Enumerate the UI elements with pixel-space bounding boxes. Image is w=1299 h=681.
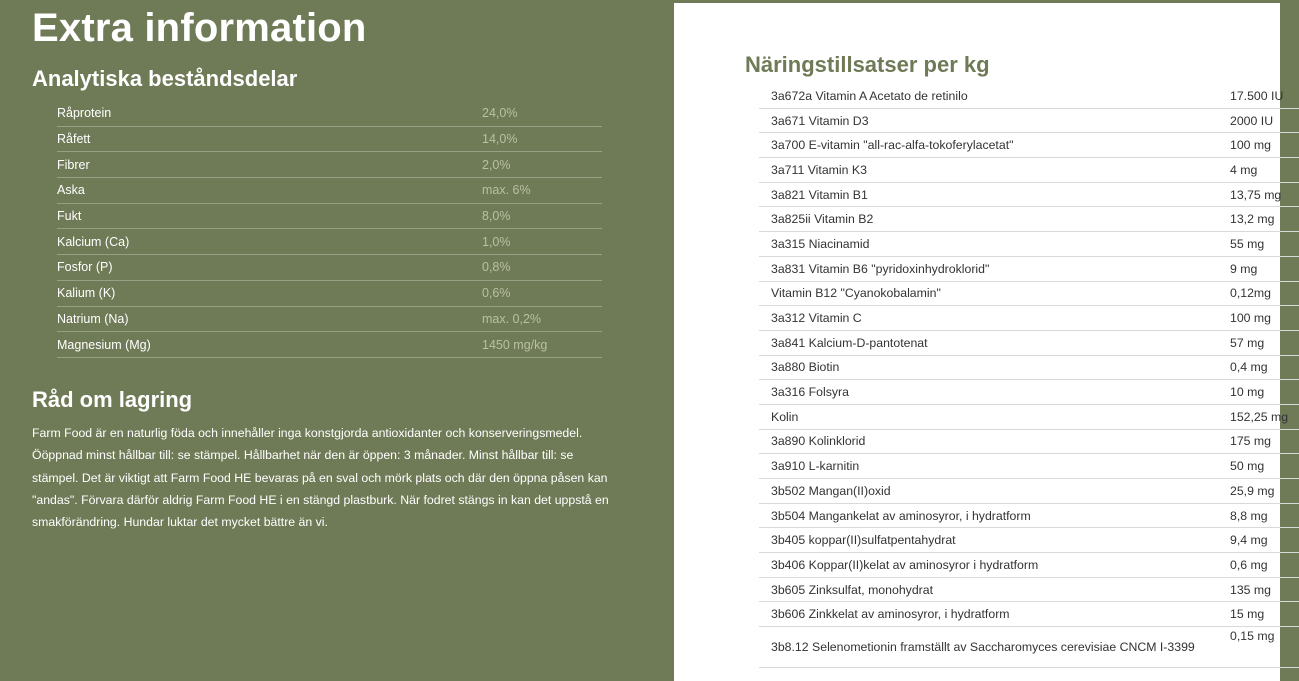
- analysis-row-value: max. 6%: [482, 178, 602, 204]
- analysis-row: [57, 255, 602, 281]
- additive-row-value: 17.500 IU: [1230, 84, 1299, 108]
- additive-row-value: 9,4 mg: [1230, 528, 1299, 553]
- additive-row: [759, 602, 1299, 627]
- additive-row-value: 0,4 mg: [1230, 355, 1299, 380]
- additive-row-label: 3b406 Koppar(II)kelat av aminosyror i hydratform: [759, 553, 1230, 578]
- additive-row-label: 3a312 Vitamin C: [759, 306, 1230, 331]
- additive-row-value: 8,8 mg: [1230, 503, 1299, 528]
- additive-row: [759, 158, 1299, 183]
- analysis-row-value: 0,8%: [482, 255, 602, 281]
- additive-row: [759, 528, 1299, 553]
- additive-row-label: Vitamin B12 "Cyanokobalamin": [759, 281, 1230, 306]
- analysis-heading: Analytiska beståndsdelar: [32, 66, 298, 91]
- additive-row: [759, 232, 1299, 257]
- additive-row: [759, 256, 1299, 281]
- additive-row: [759, 84, 1299, 108]
- analysis-row-value: 24,0%: [482, 101, 602, 126]
- additive-row-value: 9 mg: [1230, 256, 1299, 281]
- analysis-row: [57, 332, 602, 358]
- additive-row: [759, 577, 1299, 602]
- additive-row-value: 100 mg: [1230, 133, 1299, 158]
- additive-row: [759, 454, 1299, 479]
- additive-row-label: 3a671 Vitamin D3: [759, 108, 1230, 133]
- additive-row-label: 3b502 Mangan(II)oxid: [759, 479, 1230, 504]
- analysis-row: [57, 152, 602, 178]
- additive-row-value: 13,75 mg: [1230, 182, 1299, 207]
- analysis-row: [57, 306, 602, 332]
- additive-row: [759, 108, 1299, 133]
- analysis-row-label: Fibrer: [57, 152, 482, 178]
- additive-row: [759, 133, 1299, 158]
- additive-row-label: 3b8.12 Selenometionin framställt av Saccharomyces cerevisiae CNCM I-3399: [759, 627, 1230, 668]
- analysis-row-label: Fosfor (P): [57, 255, 482, 281]
- additive-row-value: 135 mg: [1230, 577, 1299, 602]
- additive-row: [759, 404, 1299, 429]
- additive-row-value: 175 mg: [1230, 429, 1299, 454]
- analysis-row-value: 0,6%: [482, 280, 602, 306]
- additives-panel: [674, 3, 1289, 681]
- additive-row: [759, 182, 1299, 207]
- storage-text: Farm Food är en naturlig föda och innehåller inga konstgjorda antioxidanter och konserveringsmedel. Ööppnad minst hållbar till: se stämpel. Hållbarhet när den är öppen: 3 månader. Minst hållbar till: se stämpel. Det är viktigt att Farm Food HE bevaras på en sval och mörk plats och där den öppna påsen kan "andas". Förvara därför aldrig Farm Food HE i en stängd plastburk. När fodret stängs in kan det uppstå en smakförändring. Hundar luktar det mycket bättre än vi.: [32, 426, 609, 530]
- additives-heading: Näringstillsatser per kg: [745, 52, 990, 77]
- additive-row-label: 3a841 Kalcium-D-pantotenat: [759, 330, 1230, 355]
- additive-row-value: 0,6 mg: [1230, 553, 1299, 578]
- additive-row: [759, 306, 1299, 331]
- additive-row: [759, 553, 1299, 578]
- additive-row-value: 0,15 mg: [1230, 627, 1299, 668]
- additive-row-label: 3a711 Vitamin K3: [759, 158, 1230, 183]
- additive-row-label: 3a890 Kolinklorid: [759, 429, 1230, 454]
- analysis-row-value: max. 0,2%: [482, 306, 602, 332]
- additive-row-label: 3b405 koppar(II)sulfatpentahydrat: [759, 528, 1230, 553]
- additive-row-value: 50 mg: [1230, 454, 1299, 479]
- additive-row-value: 15 mg: [1230, 602, 1299, 627]
- page-title: Extra information: [32, 6, 367, 50]
- additive-row-label: 3a821 Vitamin B1: [759, 182, 1230, 207]
- analysis-row-value: 2,0%: [482, 152, 602, 178]
- additive-row-value: 2000 IU: [1230, 108, 1299, 133]
- analysis-row-label: Fukt: [57, 203, 482, 229]
- additive-row: [759, 429, 1299, 454]
- additive-row-label: 3a831 Vitamin B6 "pyridoxinhydroklorid": [759, 256, 1230, 281]
- analysis-row-label: Aska: [57, 178, 482, 204]
- additive-row-label: 3b504 Mangankelat av aminosyror, i hydratform: [759, 503, 1230, 528]
- analysis-row-label: Kalcium (Ca): [57, 229, 482, 255]
- additive-row-label: 3a700 E-vitamin "all-rac-alfa-tokoferylacetat": [759, 133, 1230, 158]
- additive-row-label: 3a316 Folsyra: [759, 380, 1230, 405]
- additive-row-label: 3a910 L-karnitin: [759, 454, 1230, 479]
- additive-row-label: 3a825ii Vitamin B2: [759, 207, 1230, 232]
- additive-row-label: 3b606 Zinkkelat av aminosyror, i hydratform: [759, 602, 1230, 627]
- additive-row: [759, 627, 1299, 668]
- analysis-row-label: Magnesium (Mg): [57, 332, 482, 358]
- additive-row: [759, 330, 1299, 355]
- analysis-row-label: Natrium (Na): [57, 306, 482, 332]
- additive-row: [759, 207, 1299, 232]
- additives-table: [759, 84, 1299, 668]
- additive-row-value: 25,9 mg: [1230, 479, 1299, 504]
- analysis-row: [57, 229, 602, 255]
- additive-row: [759, 503, 1299, 528]
- additive-row: [759, 479, 1299, 504]
- additive-row-label: 3a315 Niacinamid: [759, 232, 1230, 257]
- analysis-row: [57, 280, 602, 306]
- additive-row-value: 0,12mg: [1230, 281, 1299, 306]
- additive-row: [759, 355, 1299, 380]
- additive-row-label: 3a672a Vitamin A Acetato de retinilo: [759, 84, 1230, 108]
- analysis-row-value: 1450 mg/kg: [482, 332, 602, 358]
- additive-row-value: 100 mg: [1230, 306, 1299, 331]
- additive-row-label: Kolin: [759, 404, 1230, 429]
- additive-row-value: 55 mg: [1230, 232, 1299, 257]
- analysis-row-value: 14,0%: [482, 126, 602, 152]
- analysis-row-value: 1,0%: [482, 229, 602, 255]
- analysis-row: [57, 203, 602, 229]
- additive-row-value: 10 mg: [1230, 380, 1299, 405]
- additive-row: [759, 380, 1299, 405]
- analysis-row-label: Råprotein: [57, 101, 482, 126]
- additive-row: [759, 281, 1299, 306]
- analysis-row: [57, 101, 602, 126]
- analysis-row-label: Kalium (K): [57, 280, 482, 306]
- analysis-row-label: Råfett: [57, 126, 482, 152]
- additive-row-label: 3a880 Biotin: [759, 355, 1230, 380]
- additive-row-value: 4 mg: [1230, 158, 1299, 183]
- additive-row-value: 13,2 mg: [1230, 207, 1299, 232]
- additive-row-value: 57 mg: [1230, 330, 1299, 355]
- storage-heading: Råd om lagring: [32, 387, 193, 412]
- analysis-table: [57, 101, 602, 358]
- additive-row-label: 3b605 Zinksulfat, monohydrat: [759, 577, 1230, 602]
- analysis-row: [57, 126, 602, 152]
- additive-row-value: 152,25 mg: [1230, 404, 1299, 429]
- analysis-row-value: 8,0%: [482, 203, 602, 229]
- analysis-row: [57, 178, 602, 204]
